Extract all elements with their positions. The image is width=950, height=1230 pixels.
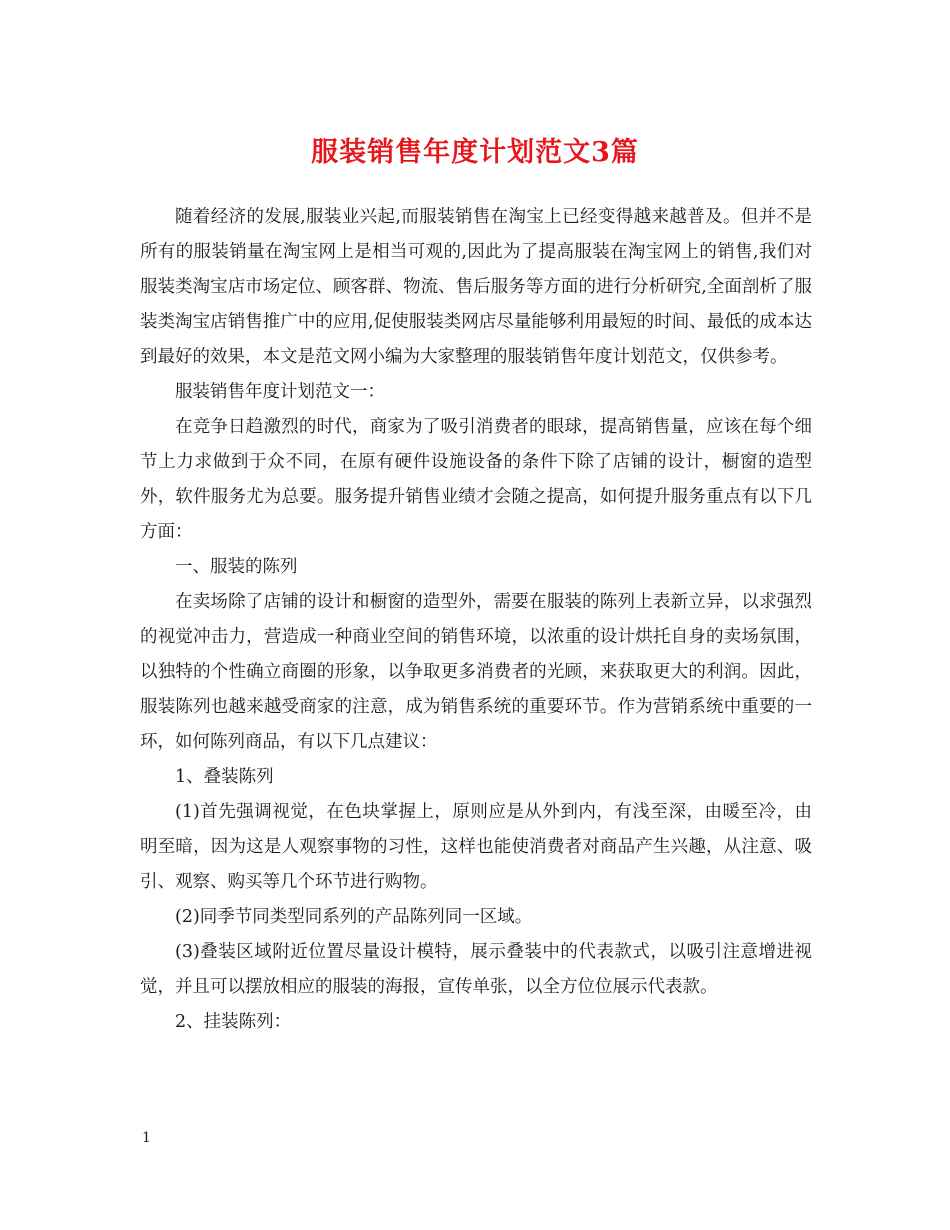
paragraph-display: 在卖场除了店铺的设计和橱窗的造型外，需要在服装的陈列上表新立异，以求强烈的视觉冲击力，营造成一种商业空间的销售环境，以浓重的设计烘托自身的卖场氛围，以独特的个性确立商圈的形象，以争取更多消费者的光顾，来获取更大的利润。因此，服装陈列也越来越受商家的注意，成为销售系统的重要环节。作为营销系统中重要的一环，如何陈列商品，有以下几点建议： bbox=[140, 592, 812, 752]
document-body bbox=[140, 200, 812, 1040]
heading-clothing-display: 一、服装的陈列 bbox=[175, 557, 298, 577]
heading-folded-display: 1、叠装陈列 bbox=[175, 767, 274, 787]
list-item-1: (1)首先强调视觉，在色块掌握上，原则应是从外到内，有浅至深，由暖至冷，由明至暗，因为这是人观察事物的习性，这样也能使消费者对商品产生兴趣，从注意、吸引、观察、购买等几个环节进行购物。 bbox=[140, 802, 812, 892]
section-heading-sample-one: 服装销售年度计划范文一： bbox=[175, 382, 385, 402]
paragraph-intro: 随着经济的发展,服装业兴起,而服装销售在淘宝上已经变得越来越普及。但并不是所有的服装销量在淘宝网上是相当可观的,因此为了提高服装在淘宝网上的销售,我们对服装类淘宝店市场定位、顾客群、物流、售后服务等方面的进行分析研究,全面剖析了服装类淘宝店销售推广中的应用,促使服装类网店尽量能够利用最短的时间、最低的成本达到最好的效果，本文是范文网小编为大家整理的服装销售年度计划范文，仅供参考。 bbox=[140, 207, 812, 367]
list-item-3: (3)叠装区域附近位置尽量设计模特，展示叠装中的代表款式，以吸引注意增进视觉，并且可以摆放相应的服装的海报，宣传单张，以全方位位展示代表款。 bbox=[140, 942, 812, 997]
list-item-2: (2)同季节同类型同系列的产品陈列同一区域。 bbox=[175, 907, 533, 927]
page-number: 1 bbox=[142, 1130, 151, 1146]
document-title: 服装销售年度计划范文3篇 bbox=[311, 137, 639, 168]
paragraph-competition: 在竞争日趋激烈的时代，商家为了吸引消费者的眼球，提高销售量，应该在每个细节上力求做到于众不同，在原有硬件设施设备的条件下除了店铺的设计，橱窗的造型外，软件服务尤为总要。服务提升销售业绩才会随之提高，如何提升服务重点有以下几方面： bbox=[140, 417, 812, 542]
heading-hanging-display: 2、挂装陈列： bbox=[175, 1012, 292, 1032]
